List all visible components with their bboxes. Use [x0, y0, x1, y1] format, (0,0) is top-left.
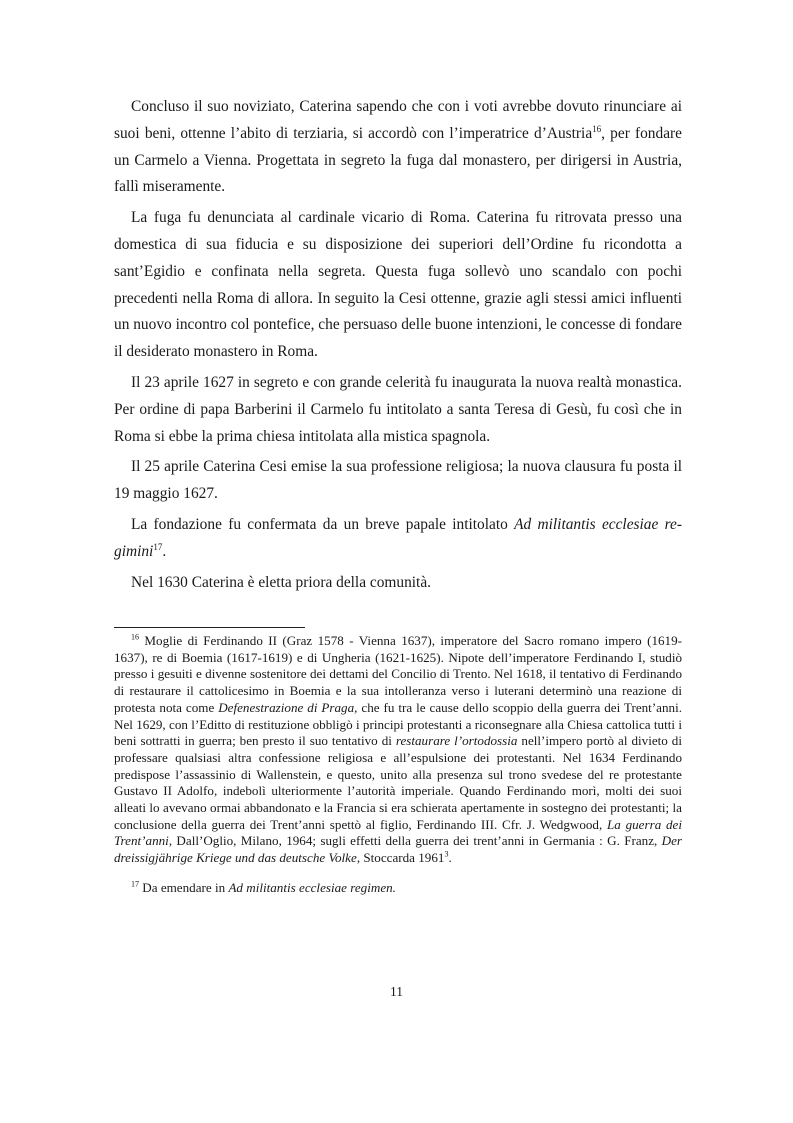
paragraph-3: Il 23 aprile 1627 in segreto e con grande celerità fu inaugurata la nuova realtà monastica. Per ordine di papa Barberini il Carmelo fu intitolato a santa Teresa di Gesù, fu così che in Roma si ebbe la prima chiesa intitolata alla mistica spagnola. — [114, 373, 682, 445]
footnote-16 — [114, 633, 682, 867]
paragraph-6: Nel 1630 Caterina è eletta priora della comunità. — [131, 573, 431, 591]
paragraph-4: Il 25 aprile Caterina Cesi emise la sua professione religiosa; la nuova clausura fu posta il 19 maggio 1627. — [114, 458, 682, 503]
page-number: 11 — [390, 984, 403, 999]
footnote-divider — [114, 627, 305, 628]
paragraph-5-title: Ad militantis ecclesiae re-gimini — [114, 515, 683, 560]
footnote-16-italic-1: Defenestrazione di Praga — [218, 699, 355, 715]
footnote-17-italic-1: Ad militantis ecclesiae regimen. — [228, 879, 396, 895]
footnote-17 — [114, 880, 682, 897]
footnote-17-number: 17 — [131, 879, 139, 889]
footnote-ref-16[interactable]: 16 — [592, 123, 602, 134]
paragraph-5-text-b: . — [162, 542, 167, 560]
paragraph-2: La fuga fu denunciata al cardinale vicario di Roma. Caterina fu ritrovata presso una domestica di sua fiducia e su disposizione dei superiori dell’Ordine fu ricondotta a sant’Egidio e confinata nella segreta. Questa fuga sollevò uno scandalo con pochi precedenti nella Roma di allora. In seguito la Cesi ottenne, grazie agli stessi amici influenti un nuovo incontro col pontefice, che persuaso delle buone intenzioni, le concesse di fondare il desiderato monastero in Roma. — [114, 209, 682, 361]
footnotes — [114, 633, 682, 897]
footnote-16-text-3: nell’impero portò al divieto di professare qualsiasi altra confessione religiosa e all’espulsione dei protestanti. Nel 1634 Ferdinando predispose l’assassinio di Wallenstein, e questo, unito alla presenza sul trono svedese del re protestante Gustavo II Adolfo, indebolì ulteriormente l’autorità imperiale. Quando Ferdinando morì, molti dei suoi alleati lo avevano ormai abbandonato e la Francia si era schierata apertamente in sostegno dei protestanti; la conclusione della guerra dei Trent’anni spettò al figlio, Ferdinando III. Cfr. J. Wedgwood, — [114, 733, 682, 832]
footnote-16-text-5: , Stoccarda 1961 — [356, 850, 445, 866]
footnote-16-italic-2: restaurare l’ortodossia — [395, 733, 518, 749]
main-text — [114, 94, 682, 596]
paragraph-1 — [114, 94, 682, 201]
footnote-17-text-1: Da emendare in — [139, 879, 229, 895]
footnote-ref-17[interactable]: 17 — [153, 541, 163, 552]
footnote-16-italic-3: La guerra dei Trent’anni — [114, 816, 682, 849]
paragraph-5 — [114, 512, 682, 566]
paragraph-1-text-a: Concluso il suo noviziato, Caterina sapendo che con i voti avrebbe dovuto rinunciare ai suoi beni, ottenne l’abito di terziaria, si accordò con l’imperatrice d’Austria — [114, 98, 682, 142]
footnote-16-text-1: Moglie di Ferdinando II (Graz 1578 - Vienna 1637), imperatore del Sacro romano impero (1619-1637), re di Boemia (1617-1619) e di Ungheria (1621-1625). Nipote dell’imperatore Ferdinando I, studiò presso i gesuiti e divenne sostenitore dei dettami del Concilio di Trento. Nel 1618, il tentativo di Ferdinando di restaurare il cattolicesimo in Boemia e la sua intolleranza verso i luterani determinò una reazione di protesta nota come — [114, 633, 682, 715]
footnote-16-text-6: . — [448, 850, 452, 866]
footnote-16-text-4: , Dall’Oglio, Milano, 1964; sugli effetti della guerra dei trent’anni in Germania : G. Franz, — [168, 833, 662, 849]
footnote-16-italic-4: Der dreissigjährige Kriege und das deutsche Volke — [114, 833, 682, 866]
footnote-16-text-2: , che fu tra le cause dello scoppio della guerra dei Trent’anni. Nel 1629, con l’Editto di restituzione obbligò i principi protestanti a riconsegnare alla Chiesa cattolica tutti i beni sottratti in guerra; ben presto il suo tentativo di — [114, 699, 682, 749]
paragraph-1-text-b: , per fondare un Carmelo a Vienna. Progettata in segreto la fuga dal monastero, per dirigersi in Austria, fallì miseramente. — [114, 124, 682, 196]
footnote-16-number: 16 — [131, 632, 139, 642]
footnote-16-superscript: 3 — [444, 849, 449, 859]
paragraph-5-text-a: La fondazione fu confermata da un breve papale intitolato — [131, 515, 515, 533]
